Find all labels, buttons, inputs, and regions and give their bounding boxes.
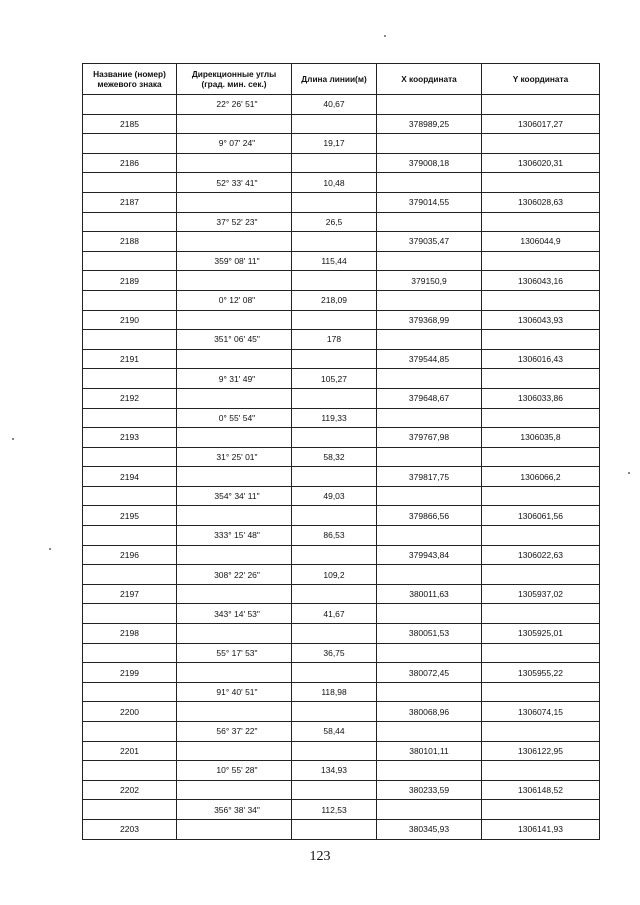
- y-coordinate-cell: 1306017,27: [482, 114, 600, 134]
- direction-angle-cell: 308° 22' 26": [177, 565, 292, 585]
- y-coordinate-cell: 1306043,16: [482, 271, 600, 291]
- y-coordinate-cell: 1306066,2: [482, 467, 600, 487]
- table-row: [83, 643, 600, 663]
- mark-name-cell: 2202: [83, 780, 177, 800]
- mark-name-cell: [83, 330, 177, 350]
- y-coordinate-cell: [482, 722, 600, 742]
- direction-angle-cell: 354° 34' 11": [177, 486, 292, 506]
- direction-angle-cell: 359° 08' 11": [177, 251, 292, 271]
- table-row: [83, 173, 600, 193]
- table-row: [83, 741, 600, 761]
- y-coordinate-cell: [482, 447, 600, 467]
- mark-name-cell: 2186: [83, 153, 177, 173]
- scan-speck: [628, 472, 630, 474]
- mark-name-cell: [83, 486, 177, 506]
- direction-angle-cell: 52° 33' 41": [177, 173, 292, 193]
- x-coordinate-cell: [377, 290, 482, 310]
- mark-name-cell: 2200: [83, 702, 177, 722]
- mark-name-cell: 2201: [83, 741, 177, 761]
- direction-angle-cell: [177, 192, 292, 212]
- table-row: [83, 506, 600, 526]
- y-coordinate-cell: [482, 526, 600, 546]
- line-length-cell: 49,03: [292, 486, 377, 506]
- y-coordinate-cell: [482, 604, 600, 624]
- line-length-cell: 36,75: [292, 643, 377, 663]
- mark-name-cell: [83, 526, 177, 546]
- mark-name-cell: [83, 682, 177, 702]
- table-row: [83, 545, 600, 565]
- boundary-marks-table: [82, 63, 600, 840]
- x-coordinate-cell: [377, 134, 482, 154]
- table-row: [83, 232, 600, 252]
- mark-name-cell: [83, 604, 177, 624]
- header-direction-angle: Дирекционные углы (град. мин. сек.): [177, 64, 292, 95]
- direction-angle-cell: [177, 271, 292, 291]
- mark-name-cell: 2194: [83, 467, 177, 487]
- table-row: [83, 330, 600, 350]
- table-row: [83, 526, 600, 546]
- y-coordinate-cell: 1306028,63: [482, 192, 600, 212]
- mark-name-cell: 2198: [83, 624, 177, 644]
- x-coordinate-cell: 380068,96: [377, 702, 482, 722]
- x-coordinate-cell: 379035,47: [377, 232, 482, 252]
- x-coordinate-cell: [377, 800, 482, 820]
- x-coordinate-cell: [377, 565, 482, 585]
- mark-name-cell: [83, 134, 177, 154]
- x-coordinate-cell: [377, 369, 482, 389]
- y-coordinate-cell: 1305955,22: [482, 663, 600, 683]
- direction-angle-cell: [177, 114, 292, 134]
- mark-name-cell: [83, 212, 177, 232]
- table-body: [83, 95, 600, 840]
- line-length-cell: [292, 192, 377, 212]
- x-coordinate-cell: [377, 251, 482, 271]
- table-row: [83, 310, 600, 330]
- header-y-coordinate: Y координата: [482, 64, 600, 95]
- table-row: [83, 819, 600, 839]
- direction-angle-cell: 333° 15' 48": [177, 526, 292, 546]
- mark-name-cell: [83, 251, 177, 271]
- line-length-cell: [292, 428, 377, 448]
- y-coordinate-cell: 1306033,86: [482, 388, 600, 408]
- x-coordinate-cell: [377, 447, 482, 467]
- mark-name-cell: 2191: [83, 349, 177, 369]
- y-coordinate-cell: 1305937,02: [482, 584, 600, 604]
- direction-angle-cell: 343° 14' 53": [177, 604, 292, 624]
- line-length-cell: 109,2: [292, 565, 377, 585]
- x-coordinate-cell: 380051,53: [377, 624, 482, 644]
- x-coordinate-cell: 379817,75: [377, 467, 482, 487]
- page-number: 123: [309, 849, 331, 864]
- line-length-cell: [292, 506, 377, 526]
- table-row: [83, 388, 600, 408]
- x-coordinate-cell: [377, 330, 482, 350]
- line-length-cell: 218,09: [292, 290, 377, 310]
- x-coordinate-cell: [377, 682, 482, 702]
- direction-angle-cell: [177, 467, 292, 487]
- mark-name-cell: [83, 173, 177, 193]
- direction-angle-cell: [177, 780, 292, 800]
- x-coordinate-cell: 379648,67: [377, 388, 482, 408]
- y-coordinate-cell: 1306148,52: [482, 780, 600, 800]
- table-row: [83, 251, 600, 271]
- x-coordinate-cell: 379150,9: [377, 271, 482, 291]
- line-length-cell: 58,32: [292, 447, 377, 467]
- scan-speck: [49, 548, 51, 550]
- mark-name-cell: 2185: [83, 114, 177, 134]
- y-coordinate-cell: 1306022,63: [482, 545, 600, 565]
- x-coordinate-cell: [377, 604, 482, 624]
- direction-angle-cell: [177, 663, 292, 683]
- table-row: [83, 624, 600, 644]
- line-length-cell: [292, 545, 377, 565]
- direction-angle-cell: 22° 26' 51": [177, 95, 292, 115]
- x-coordinate-cell: [377, 761, 482, 781]
- line-length-cell: [292, 780, 377, 800]
- direction-angle-cell: 91° 40' 51": [177, 682, 292, 702]
- direction-angle-cell: [177, 819, 292, 839]
- direction-angle-cell: 9° 07' 24": [177, 134, 292, 154]
- table-row: [83, 800, 600, 820]
- table-row: [83, 153, 600, 173]
- table-row: [83, 428, 600, 448]
- y-coordinate-cell: 1306016,43: [482, 349, 600, 369]
- direction-angle-cell: 37° 52' 23": [177, 212, 292, 232]
- table-row: [83, 565, 600, 585]
- mark-name-cell: 2188: [83, 232, 177, 252]
- y-coordinate-cell: [482, 408, 600, 428]
- x-coordinate-cell: 379008,18: [377, 153, 482, 173]
- line-length-cell: [292, 663, 377, 683]
- direction-angle-cell: 0° 12' 08": [177, 290, 292, 310]
- table-row: [83, 780, 600, 800]
- x-coordinate-cell: 379014,55: [377, 192, 482, 212]
- x-coordinate-cell: [377, 95, 482, 115]
- x-coordinate-cell: [377, 486, 482, 506]
- line-length-cell: 134,93: [292, 761, 377, 781]
- y-coordinate-cell: [482, 212, 600, 232]
- mark-name-cell: [83, 95, 177, 115]
- direction-angle-cell: [177, 506, 292, 526]
- mark-name-cell: [83, 761, 177, 781]
- table-row: [83, 682, 600, 702]
- y-coordinate-cell: [482, 682, 600, 702]
- line-length-cell: [292, 388, 377, 408]
- y-coordinate-cell: [482, 643, 600, 663]
- direction-angle-cell: [177, 349, 292, 369]
- mark-name-cell: 2197: [83, 584, 177, 604]
- table-row: [83, 95, 600, 115]
- mark-name-cell: 2203: [83, 819, 177, 839]
- direction-angle-cell: 351° 06' 45": [177, 330, 292, 350]
- direction-angle-cell: 9° 31' 49": [177, 369, 292, 389]
- y-coordinate-cell: [482, 369, 600, 389]
- y-coordinate-cell: [482, 95, 600, 115]
- line-length-cell: [292, 271, 377, 291]
- y-coordinate-cell: 1306074,15: [482, 702, 600, 722]
- direction-angle-cell: [177, 545, 292, 565]
- y-coordinate-cell: 1305925,01: [482, 624, 600, 644]
- table-row: [83, 702, 600, 722]
- line-length-cell: 115,44: [292, 251, 377, 271]
- mark-name-cell: 2187: [83, 192, 177, 212]
- table-row: [83, 114, 600, 134]
- y-coordinate-cell: [482, 173, 600, 193]
- table-row: [83, 447, 600, 467]
- mark-name-cell: [83, 369, 177, 389]
- y-coordinate-cell: [482, 486, 600, 506]
- y-coordinate-cell: [482, 134, 600, 154]
- direction-angle-cell: [177, 310, 292, 330]
- y-coordinate-cell: [482, 251, 600, 271]
- mark-name-cell: [83, 800, 177, 820]
- mark-name-cell: [83, 290, 177, 310]
- y-coordinate-cell: [482, 330, 600, 350]
- direction-angle-cell: 55° 17' 53": [177, 643, 292, 663]
- table-row: [83, 349, 600, 369]
- y-coordinate-cell: [482, 761, 600, 781]
- line-length-cell: [292, 232, 377, 252]
- table-row: [83, 467, 600, 487]
- table-row: [83, 584, 600, 604]
- mark-name-cell: [83, 643, 177, 663]
- y-coordinate-cell: 1306061,56: [482, 506, 600, 526]
- line-length-cell: [292, 819, 377, 839]
- header-mark-name: Название (номер) межевого знака: [83, 64, 177, 95]
- table-row: [83, 271, 600, 291]
- table-row: [83, 486, 600, 506]
- line-length-cell: 118,98: [292, 682, 377, 702]
- line-length-cell: 178: [292, 330, 377, 350]
- table-row: [83, 134, 600, 154]
- line-length-cell: 112,53: [292, 800, 377, 820]
- table-row: [83, 192, 600, 212]
- mark-name-cell: 2192: [83, 388, 177, 408]
- direction-angle-cell: 356° 38' 34": [177, 800, 292, 820]
- table-row: [83, 369, 600, 389]
- x-coordinate-cell: 380072,45: [377, 663, 482, 683]
- direction-angle-cell: [177, 428, 292, 448]
- x-coordinate-cell: 380011,63: [377, 584, 482, 604]
- line-length-cell: 10,48: [292, 173, 377, 193]
- direction-angle-cell: [177, 153, 292, 173]
- y-coordinate-cell: [482, 800, 600, 820]
- mark-name-cell: 2195: [83, 506, 177, 526]
- direction-angle-cell: [177, 388, 292, 408]
- scan-speck: [12, 438, 14, 440]
- line-length-cell: 58,44: [292, 722, 377, 742]
- direction-angle-cell: 31° 25' 01": [177, 447, 292, 467]
- line-length-cell: [292, 467, 377, 487]
- x-coordinate-cell: [377, 643, 482, 663]
- line-length-cell: 105,27: [292, 369, 377, 389]
- mark-name-cell: 2190: [83, 310, 177, 330]
- x-coordinate-cell: 380101,11: [377, 741, 482, 761]
- direction-angle-cell: 0° 55' 54": [177, 408, 292, 428]
- line-length-cell: 26,5: [292, 212, 377, 232]
- x-coordinate-cell: [377, 212, 482, 232]
- header-line-length: Длина линии(м): [292, 64, 377, 95]
- scan-speck: [384, 35, 386, 37]
- line-length-cell: [292, 310, 377, 330]
- y-coordinate-cell: [482, 290, 600, 310]
- line-length-cell: 19,17: [292, 134, 377, 154]
- y-coordinate-cell: 1306122,95: [482, 741, 600, 761]
- x-coordinate-cell: 380233,59: [377, 780, 482, 800]
- mark-name-cell: [83, 722, 177, 742]
- line-length-cell: 40,67: [292, 95, 377, 115]
- table-row: [83, 761, 600, 781]
- line-length-cell: [292, 702, 377, 722]
- table-row: [83, 212, 600, 232]
- table-header-row: [83, 64, 600, 95]
- x-coordinate-cell: 379368,99: [377, 310, 482, 330]
- x-coordinate-cell: 380345,93: [377, 819, 482, 839]
- direction-angle-cell: [177, 702, 292, 722]
- header-x-coordinate: X координата: [377, 64, 482, 95]
- line-length-cell: [292, 584, 377, 604]
- table-row: [83, 663, 600, 683]
- line-length-cell: [292, 349, 377, 369]
- line-length-cell: [292, 114, 377, 134]
- y-coordinate-cell: 1306035,8: [482, 428, 600, 448]
- y-coordinate-cell: 1306020,31: [482, 153, 600, 173]
- line-length-cell: [292, 153, 377, 173]
- line-length-cell: 41,67: [292, 604, 377, 624]
- x-coordinate-cell: 379544,85: [377, 349, 482, 369]
- x-coordinate-cell: [377, 173, 482, 193]
- direction-angle-cell: [177, 624, 292, 644]
- line-length-cell: 86,53: [292, 526, 377, 546]
- y-coordinate-cell: 1306044,9: [482, 232, 600, 252]
- x-coordinate-cell: [377, 408, 482, 428]
- x-coordinate-cell: 379767,98: [377, 428, 482, 448]
- mark-name-cell: 2196: [83, 545, 177, 565]
- x-coordinate-cell: 378989,25: [377, 114, 482, 134]
- mark-name-cell: 2193: [83, 428, 177, 448]
- x-coordinate-cell: [377, 722, 482, 742]
- y-coordinate-cell: 1306043,93: [482, 310, 600, 330]
- table-row: [83, 722, 600, 742]
- direction-angle-cell: 10° 55' 28": [177, 761, 292, 781]
- line-length-cell: 119,33: [292, 408, 377, 428]
- y-coordinate-cell: [482, 565, 600, 585]
- line-length-cell: [292, 741, 377, 761]
- y-coordinate-cell: 1306141,93: [482, 819, 600, 839]
- mark-name-cell: 2189: [83, 271, 177, 291]
- table-row: [83, 408, 600, 428]
- mark-name-cell: [83, 565, 177, 585]
- table-row: [83, 604, 600, 624]
- mark-name-cell: [83, 408, 177, 428]
- x-coordinate-cell: 379866,56: [377, 506, 482, 526]
- line-length-cell: [292, 624, 377, 644]
- table-row: [83, 290, 600, 310]
- direction-angle-cell: [177, 741, 292, 761]
- mark-name-cell: [83, 447, 177, 467]
- direction-angle-cell: 56° 37' 22": [177, 722, 292, 742]
- x-coordinate-cell: [377, 526, 482, 546]
- direction-angle-cell: [177, 584, 292, 604]
- mark-name-cell: 2199: [83, 663, 177, 683]
- x-coordinate-cell: 379943,84: [377, 545, 482, 565]
- direction-angle-cell: [177, 232, 292, 252]
